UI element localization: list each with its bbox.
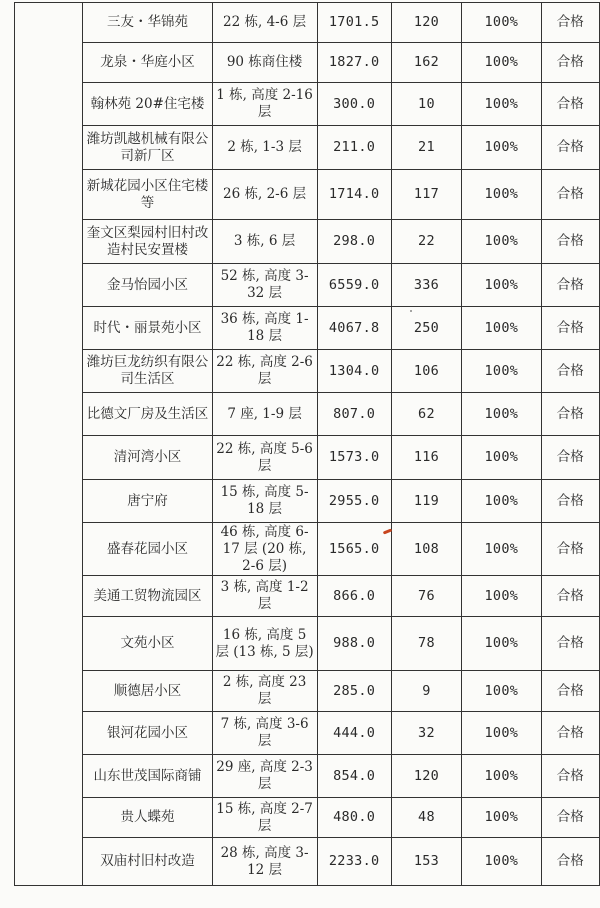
table-row (15, 43, 600, 83)
table-row (15, 838, 600, 886)
area-cell: 988.0 (317, 617, 391, 671)
project-name-cell: 唐宁府 (83, 480, 212, 523)
building-scale-cell: 2 栋, 1-3 层 (212, 126, 317, 170)
project-name-cell: 三友・华锦苑 (83, 3, 212, 43)
project-name-cell: 比德文厂房及生活区 (83, 393, 212, 436)
building-scale-cell: 90 栋商住楼 (212, 43, 317, 83)
result-cell: 合格 (541, 170, 599, 220)
project-name-cell: 双庙村旧村改造 (83, 838, 212, 886)
project-name-cell: 潍坊巨龙纺织有限公司生活区 (83, 350, 212, 393)
result-cell: 合格 (541, 307, 599, 350)
building-scale-cell: 3 栋, 6 层 (212, 220, 317, 264)
count-cell: 78 (391, 617, 461, 671)
result-cell: 合格 (541, 350, 599, 393)
rate-cell: 100% (462, 3, 541, 43)
rate-cell: 100% (462, 126, 541, 170)
rate-cell: 100% (462, 480, 541, 523)
area-cell: 480.0 (317, 798, 391, 838)
building-scale-cell: 46 栋, 高度 6-17 层 (20 栋, 2-6 层) (212, 523, 317, 576)
rate-cell: 100% (462, 264, 541, 307)
table-row (15, 350, 600, 393)
rate-cell: 100% (462, 755, 541, 798)
area-cell: 298.0 (317, 220, 391, 264)
result-cell: 合格 (541, 436, 599, 480)
rate-cell: 100% (462, 436, 541, 480)
rate-cell: 100% (462, 798, 541, 838)
table-row (15, 576, 600, 617)
count-cell: 10 (391, 83, 461, 126)
project-name-cell: 顺德居小区 (83, 671, 212, 712)
area-cell: 1565.0 (317, 523, 391, 576)
building-scale-cell: 15 栋, 高度 2-7 层 (212, 798, 317, 838)
rate-cell: 100% (462, 350, 541, 393)
area-cell: 285.0 (317, 671, 391, 712)
area-cell: 866.0 (317, 576, 391, 617)
table-row (15, 755, 600, 798)
table-row (15, 220, 600, 264)
count-cell: 32 (391, 712, 461, 755)
result-cell: 合格 (541, 755, 599, 798)
table-row (15, 264, 600, 307)
area-cell: 854.0 (317, 755, 391, 798)
group-cell (15, 3, 83, 886)
result-cell: 合格 (541, 43, 599, 83)
result-cell: 合格 (541, 671, 599, 712)
table-row (15, 523, 600, 576)
project-name-cell: 潍坊凯越机械有限公司新厂区 (83, 126, 212, 170)
table-row (15, 170, 600, 220)
project-table (14, 2, 600, 886)
count-cell: 48 (391, 798, 461, 838)
project-name-cell: 贵人蝶苑 (83, 798, 212, 838)
area-cell: 6559.0 (317, 264, 391, 307)
project-name-cell: 银河花园小区 (83, 712, 212, 755)
table-row (15, 671, 600, 712)
rate-cell: 100% (462, 220, 541, 264)
result-cell: 合格 (541, 3, 599, 43)
project-name-cell: 清河湾小区 (83, 436, 212, 480)
table-row (15, 126, 600, 170)
rate-cell: 100% (462, 170, 541, 220)
project-name-cell: 文苑小区 (83, 617, 212, 671)
project-name-cell: 金马怡园小区 (83, 264, 212, 307)
result-cell: 合格 (541, 523, 599, 576)
table-row (15, 393, 600, 436)
area-cell: 1573.0 (317, 436, 391, 480)
project-name-cell: 翰林苑 20#住宅楼 (83, 83, 212, 126)
result-cell: 合格 (541, 617, 599, 671)
building-scale-cell: 29 座, 高度 2-3 层 (212, 755, 317, 798)
count-cell: 250 (391, 307, 461, 350)
table-row (15, 617, 600, 671)
count-cell: 120 (391, 755, 461, 798)
area-cell: 2233.0 (317, 838, 391, 886)
result-cell: 合格 (541, 838, 599, 886)
building-scale-cell: 3 栋, 高度 1-2 层 (212, 576, 317, 617)
building-scale-cell: 22 栋, 高度 5-6 层 (212, 436, 317, 480)
count-cell: 76 (391, 576, 461, 617)
area-cell: 1701.5 (317, 3, 391, 43)
building-scale-cell: 36 栋, 高度 1-18 层 (212, 307, 317, 350)
ink-dot (410, 310, 412, 312)
result-cell: 合格 (541, 126, 599, 170)
rate-cell: 100% (462, 712, 541, 755)
count-cell: 336 (391, 264, 461, 307)
rate-cell: 100% (462, 83, 541, 126)
count-cell: 9 (391, 671, 461, 712)
project-name-cell: 美通工贸物流园区 (83, 576, 212, 617)
area-cell: 4067.8 (317, 307, 391, 350)
building-scale-cell: 22 栋, 4-6 层 (212, 3, 317, 43)
area-cell: 1304.0 (317, 350, 391, 393)
count-cell: 162 (391, 43, 461, 83)
rate-cell: 100% (462, 838, 541, 886)
result-cell: 合格 (541, 576, 599, 617)
rate-cell: 100% (462, 43, 541, 83)
rate-cell: 100% (462, 617, 541, 671)
result-cell: 合格 (541, 393, 599, 436)
result-cell: 合格 (541, 480, 599, 523)
project-name-cell: 新城花园小区住宅楼等 (83, 170, 212, 220)
building-scale-cell: 52 栋, 高度 3-32 层 (212, 264, 317, 307)
count-cell: 153 (391, 838, 461, 886)
area-cell: 807.0 (317, 393, 391, 436)
rate-cell: 100% (462, 523, 541, 576)
count-cell: 120 (391, 3, 461, 43)
table-row (15, 480, 600, 523)
building-scale-cell: 7 座, 1-9 层 (212, 393, 317, 436)
area-cell: 2955.0 (317, 480, 391, 523)
project-name-cell: 时代・丽景苑小区 (83, 307, 212, 350)
count-cell: 116 (391, 436, 461, 480)
count-cell: 106 (391, 350, 461, 393)
area-cell: 1714.0 (317, 170, 391, 220)
table-row (15, 436, 600, 480)
area-cell: 211.0 (317, 126, 391, 170)
area-cell: 1827.0 (317, 43, 391, 83)
table-row (15, 3, 600, 43)
result-cell: 合格 (541, 712, 599, 755)
count-cell: 22 (391, 220, 461, 264)
building-scale-cell: 16 栋, 高度 5 层 (13 栋, 5 层) (212, 617, 317, 671)
area-cell: 444.0 (317, 712, 391, 755)
project-name-cell: 山东世茂国际商铺 (83, 755, 212, 798)
table-row (15, 83, 600, 126)
count-cell: 119 (391, 480, 461, 523)
building-scale-cell: 28 栋, 高度 3-12 层 (212, 838, 317, 886)
area-cell: 300.0 (317, 83, 391, 126)
result-cell: 合格 (541, 264, 599, 307)
project-table-body (15, 3, 600, 886)
project-name-cell: 盛春花园小区 (83, 523, 212, 576)
building-scale-cell: 1 栋, 高度 2-16 层 (212, 83, 317, 126)
result-cell: 合格 (541, 83, 599, 126)
table-row (15, 798, 600, 838)
table-row (15, 307, 600, 350)
building-scale-cell: 22 栋, 高度 2-6 层 (212, 350, 317, 393)
rate-cell: 100% (462, 671, 541, 712)
rate-cell: 100% (462, 307, 541, 350)
result-cell: 合格 (541, 220, 599, 264)
project-name-cell: 奎文区梨园村旧村改造村民安置楼 (83, 220, 212, 264)
count-cell: 62 (391, 393, 461, 436)
project-name-cell: 龙泉・华庭小区 (83, 43, 212, 83)
table-row (15, 712, 600, 755)
rate-cell: 100% (462, 576, 541, 617)
building-scale-cell: 2 栋, 高度 23 层 (212, 671, 317, 712)
building-scale-cell: 7 栋, 高度 3-6 层 (212, 712, 317, 755)
rate-cell: 100% (462, 393, 541, 436)
building-scale-cell: 15 栋, 高度 5-18 层 (212, 480, 317, 523)
building-scale-cell: 26 栋, 2-6 层 (212, 170, 317, 220)
count-cell: 108 (391, 523, 461, 576)
count-cell: 117 (391, 170, 461, 220)
count-cell: 21 (391, 126, 461, 170)
result-cell: 合格 (541, 798, 599, 838)
